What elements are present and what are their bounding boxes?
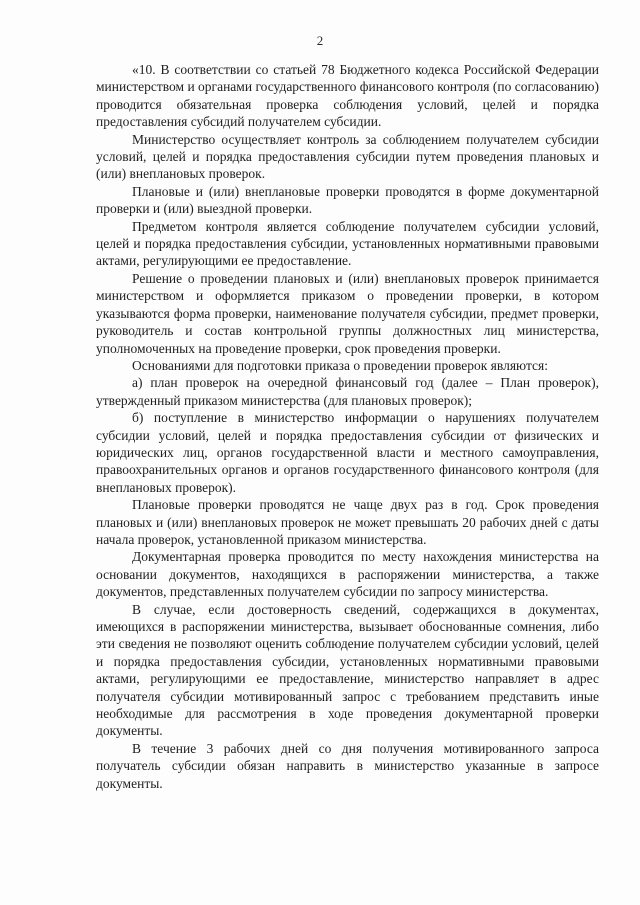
paragraph-7: а) план проверок на очередной финансовый год (далее – План проверок), утвержденный приказом министерства (для плановых проверок); xyxy=(96,375,599,408)
paragraph-12: В течение 3 рабочих дней со дня получения мотивированного запроса получатель субсидии обязан направить в министерство указанные в запросе документы. xyxy=(96,740,599,791)
paragraph-6: Основаниями для подготовки приказа о проведении проверок являются: xyxy=(132,357,548,373)
page-number: 2 xyxy=(316,33,324,48)
paragraph-4: Предметом контроля является соблюдение получателем субсидии условий, целей и порядка предоставления субсидии, установленных нормативными правовыми актами, регулирующими ее предоставление. xyxy=(96,218,599,269)
paragraph-1: «10. В соответствии со статьей 78 Бюджетного кодекса Российской Федерации министерством и органами государственного финансового контроля (по согласованию) проводится обязательная проверка соблюдения условий, целей и порядка предоставления субсидий получателем субсидии. xyxy=(96,62,599,130)
paragraph-5: Решение о проведении плановых и (или) внеплановых проверок принимается министерством и оформляется приказом о проведении проверки, в котором указываются форма проверки, наименование получателя субсидии, предмет проверки, руководитель и состав контрольной группы должностных лиц министерства, уполномоченных на проведение проверки, срок проведения проверки. xyxy=(96,270,599,356)
paragraph-9: Плановые проверки проводятся не чаще двух раз в год. Срок проведения плановых и (или) внеплановых проверок не может превышать 20 рабочих дней с даты начала проверок, установленной приказом министерства. xyxy=(96,497,599,547)
paragraph-2: Министерство осуществляет контроль за соблюдением получателем субсидии условий, целей и порядка предоставления субсидии путем проведения плановых и (или) внеплановых проверок. xyxy=(96,131,599,182)
paragraph-8: б) поступление в министерство информации о нарушениях получателем субсидии условий, целей и порядка предоставления субсидии от физических и юридических лиц, органов государственной власти и местного самоуправления, правоохранительных органов и органов государственного финансового контроля (для внеплановых проверок). xyxy=(96,410,599,495)
paragraph-3: Плановые и (или) внеплановые проверки проводятся в форме документарной проверки и (или) выездной проверки. xyxy=(96,183,599,217)
paragraph-10: Документарная проверка проводится по месту нахождения министерства на основании документов, находящихся в распоряжении министерства, а также документов, представленных получателем субсидии по запросу министерства. xyxy=(96,549,599,600)
paragraph-11: В случае, если достоверность сведений, содержащихся в документах, имеющихся в распоряжении министерства, вызывает обоснованные сомнения, либо эти сведения не позволяют оценить соблюдение получателем субсидии условий, целей и порядка предоставления субсидии, установленных нормативными правовыми актами, регулирующими ее предоставление, министерство направляет в адрес получателя субсидии мотивированный запрос с требованием представить иные необходимые для рассмотрения в ходе проведения документарной проверки документы. xyxy=(96,601,599,739)
document-body xyxy=(96,61,599,792)
